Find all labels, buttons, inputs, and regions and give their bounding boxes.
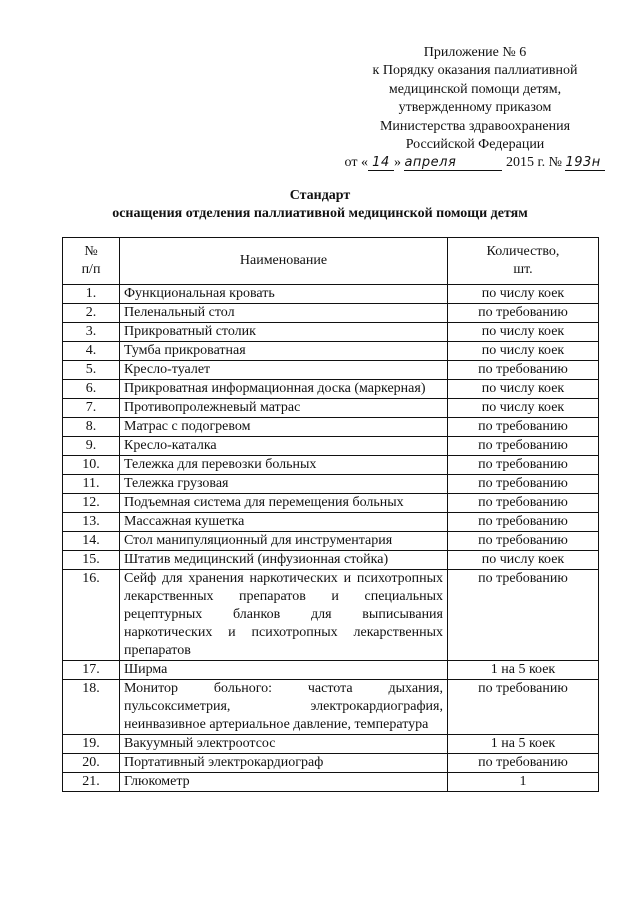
row-name: Прикроватная информационная доска (маркерная)	[120, 380, 448, 399]
row-name: Прикроватный столик	[120, 323, 448, 342]
row-quantity: по требованию	[448, 418, 599, 437]
row-quantity: 1 на 5 коек	[448, 661, 599, 680]
row-number: 21.	[63, 773, 120, 792]
row-number: 20.	[63, 754, 120, 773]
table-row	[63, 304, 599, 323]
row-number: 6.	[63, 380, 120, 399]
table-row	[63, 494, 599, 513]
table-row	[63, 570, 599, 661]
row-number: 5.	[63, 361, 120, 380]
row-quantity: по числу коек	[448, 342, 599, 361]
table-row	[63, 680, 599, 735]
table-row	[63, 475, 599, 494]
header-name: Наименование	[120, 238, 448, 285]
table-row	[63, 380, 599, 399]
row-number: 8.	[63, 418, 120, 437]
row-name: Тележка грузовая	[120, 475, 448, 494]
row-name: Ширма	[120, 661, 448, 680]
row-number: 13.	[63, 513, 120, 532]
row-quantity: по требованию	[448, 304, 599, 323]
row-number: 1.	[63, 285, 120, 304]
row-quantity: 1 на 5 коек	[448, 735, 599, 754]
date-month: апреля	[404, 156, 502, 171]
row-name: Противопролежневый матрас	[120, 399, 448, 418]
table-row	[63, 735, 599, 754]
row-number: 15.	[63, 551, 120, 570]
header-qty: Количество, шт.	[448, 238, 599, 285]
row-quantity: по числу коек	[448, 323, 599, 342]
document-title	[0, 187, 640, 223]
order-number: 193н	[565, 156, 605, 171]
row-quantity: по требованию	[448, 456, 599, 475]
row-quantity: по требованию	[448, 361, 599, 380]
row-name: Монитор больного: частота дыхания, пульсоксиметрия, электрокардиография, неинвазивное артериальное давление, температура	[120, 680, 448, 735]
row-quantity: по требованию	[448, 532, 599, 551]
date-year: 2015 г. №	[505, 155, 562, 171]
header-num: № п/п	[63, 238, 120, 285]
row-quantity: 1	[448, 773, 599, 792]
row-name: Функциональная кровать	[120, 285, 448, 304]
table-row	[63, 361, 599, 380]
date-mid: »	[393, 155, 401, 171]
row-name: Стол манипуляционный для инструментария	[120, 532, 448, 551]
row-quantity: по числу коек	[448, 551, 599, 570]
row-name: Массажная кушетка	[120, 513, 448, 532]
row-quantity: по требованию	[448, 754, 599, 773]
row-number: 10.	[63, 456, 120, 475]
row-number: 2.	[63, 304, 120, 323]
row-number: 11.	[63, 475, 120, 494]
appendix-line: утвержденному приказом	[398, 100, 552, 116]
table-row	[63, 437, 599, 456]
table-row	[63, 285, 599, 304]
row-name: Кресло-туалет	[120, 361, 448, 380]
row-number: 9.	[63, 437, 120, 456]
row-name: Вакуумный электроотсос	[120, 735, 448, 754]
table-row	[63, 323, 599, 342]
row-name: Пеленальный стол	[120, 304, 448, 323]
date-prefix: от «	[344, 155, 368, 171]
row-quantity: по числу коек	[448, 399, 599, 418]
row-name: Штатив медицинский (инфузионная стойка)	[120, 551, 448, 570]
row-name: Кресло-каталка	[120, 437, 448, 456]
row-name: Тумба прикроватная	[120, 342, 448, 361]
appendix-line: Министерства здравоохранения	[379, 118, 571, 134]
table-row	[63, 551, 599, 570]
date-day: 14	[368, 156, 394, 171]
row-name: Матрас с подогревом	[120, 418, 448, 437]
appendix-line: к Порядку оказания паллиативной	[372, 63, 578, 79]
row-number: 17.	[63, 661, 120, 680]
row-number: 4.	[63, 342, 120, 361]
row-quantity: по требованию	[448, 437, 599, 456]
row-name: Сейф для хранения наркотических и психотропных лекарственных препаратов и специальных рецептурных бланков для выписывания наркотических и психотропных лекарственных препаратов	[120, 570, 448, 661]
row-name: Тележка для перевозки больных	[120, 456, 448, 475]
appendix-line: медицинской помощи детям,	[388, 81, 562, 97]
title-line-2: оснащения отделения паллиативной медицинской помощи детям	[112, 206, 528, 221]
table-row	[63, 532, 599, 551]
table-row	[63, 513, 599, 532]
order-date-line	[330, 154, 620, 172]
equipment-table	[62, 237, 599, 792]
appendix-header	[330, 44, 620, 173]
row-quantity: по требованию	[448, 680, 599, 735]
table-body	[63, 285, 599, 792]
row-number: 3.	[63, 323, 120, 342]
row-quantity: по требованию	[448, 475, 599, 494]
table-row	[63, 399, 599, 418]
row-name: Подъемная система для перемещения больных	[120, 494, 448, 513]
row-number: 12.	[63, 494, 120, 513]
table-row	[63, 661, 599, 680]
row-number: 14.	[63, 532, 120, 551]
row-quantity: по числу коек	[448, 285, 599, 304]
table-row	[63, 418, 599, 437]
row-number: 16.	[63, 570, 120, 661]
row-number: 19.	[63, 735, 120, 754]
row-quantity: по числу коек	[448, 380, 599, 399]
table-row	[63, 456, 599, 475]
table-row	[63, 754, 599, 773]
title-line-1: Стандарт	[289, 188, 351, 203]
row-name: Глюкометр	[120, 773, 448, 792]
table-row	[63, 773, 599, 792]
row-quantity: по требованию	[448, 513, 599, 532]
row-number: 18.	[63, 680, 120, 735]
appendix-line: Приложение № 6	[423, 45, 527, 60]
table-row	[63, 342, 599, 361]
row-name: Портативный электрокардиограф	[120, 754, 448, 773]
row-quantity: по требованию	[448, 570, 599, 661]
appendix-line: Российской Федерации	[405, 137, 545, 153]
row-number: 7.	[63, 399, 120, 418]
row-quantity: по требованию	[448, 494, 599, 513]
table-header-row	[63, 238, 599, 285]
